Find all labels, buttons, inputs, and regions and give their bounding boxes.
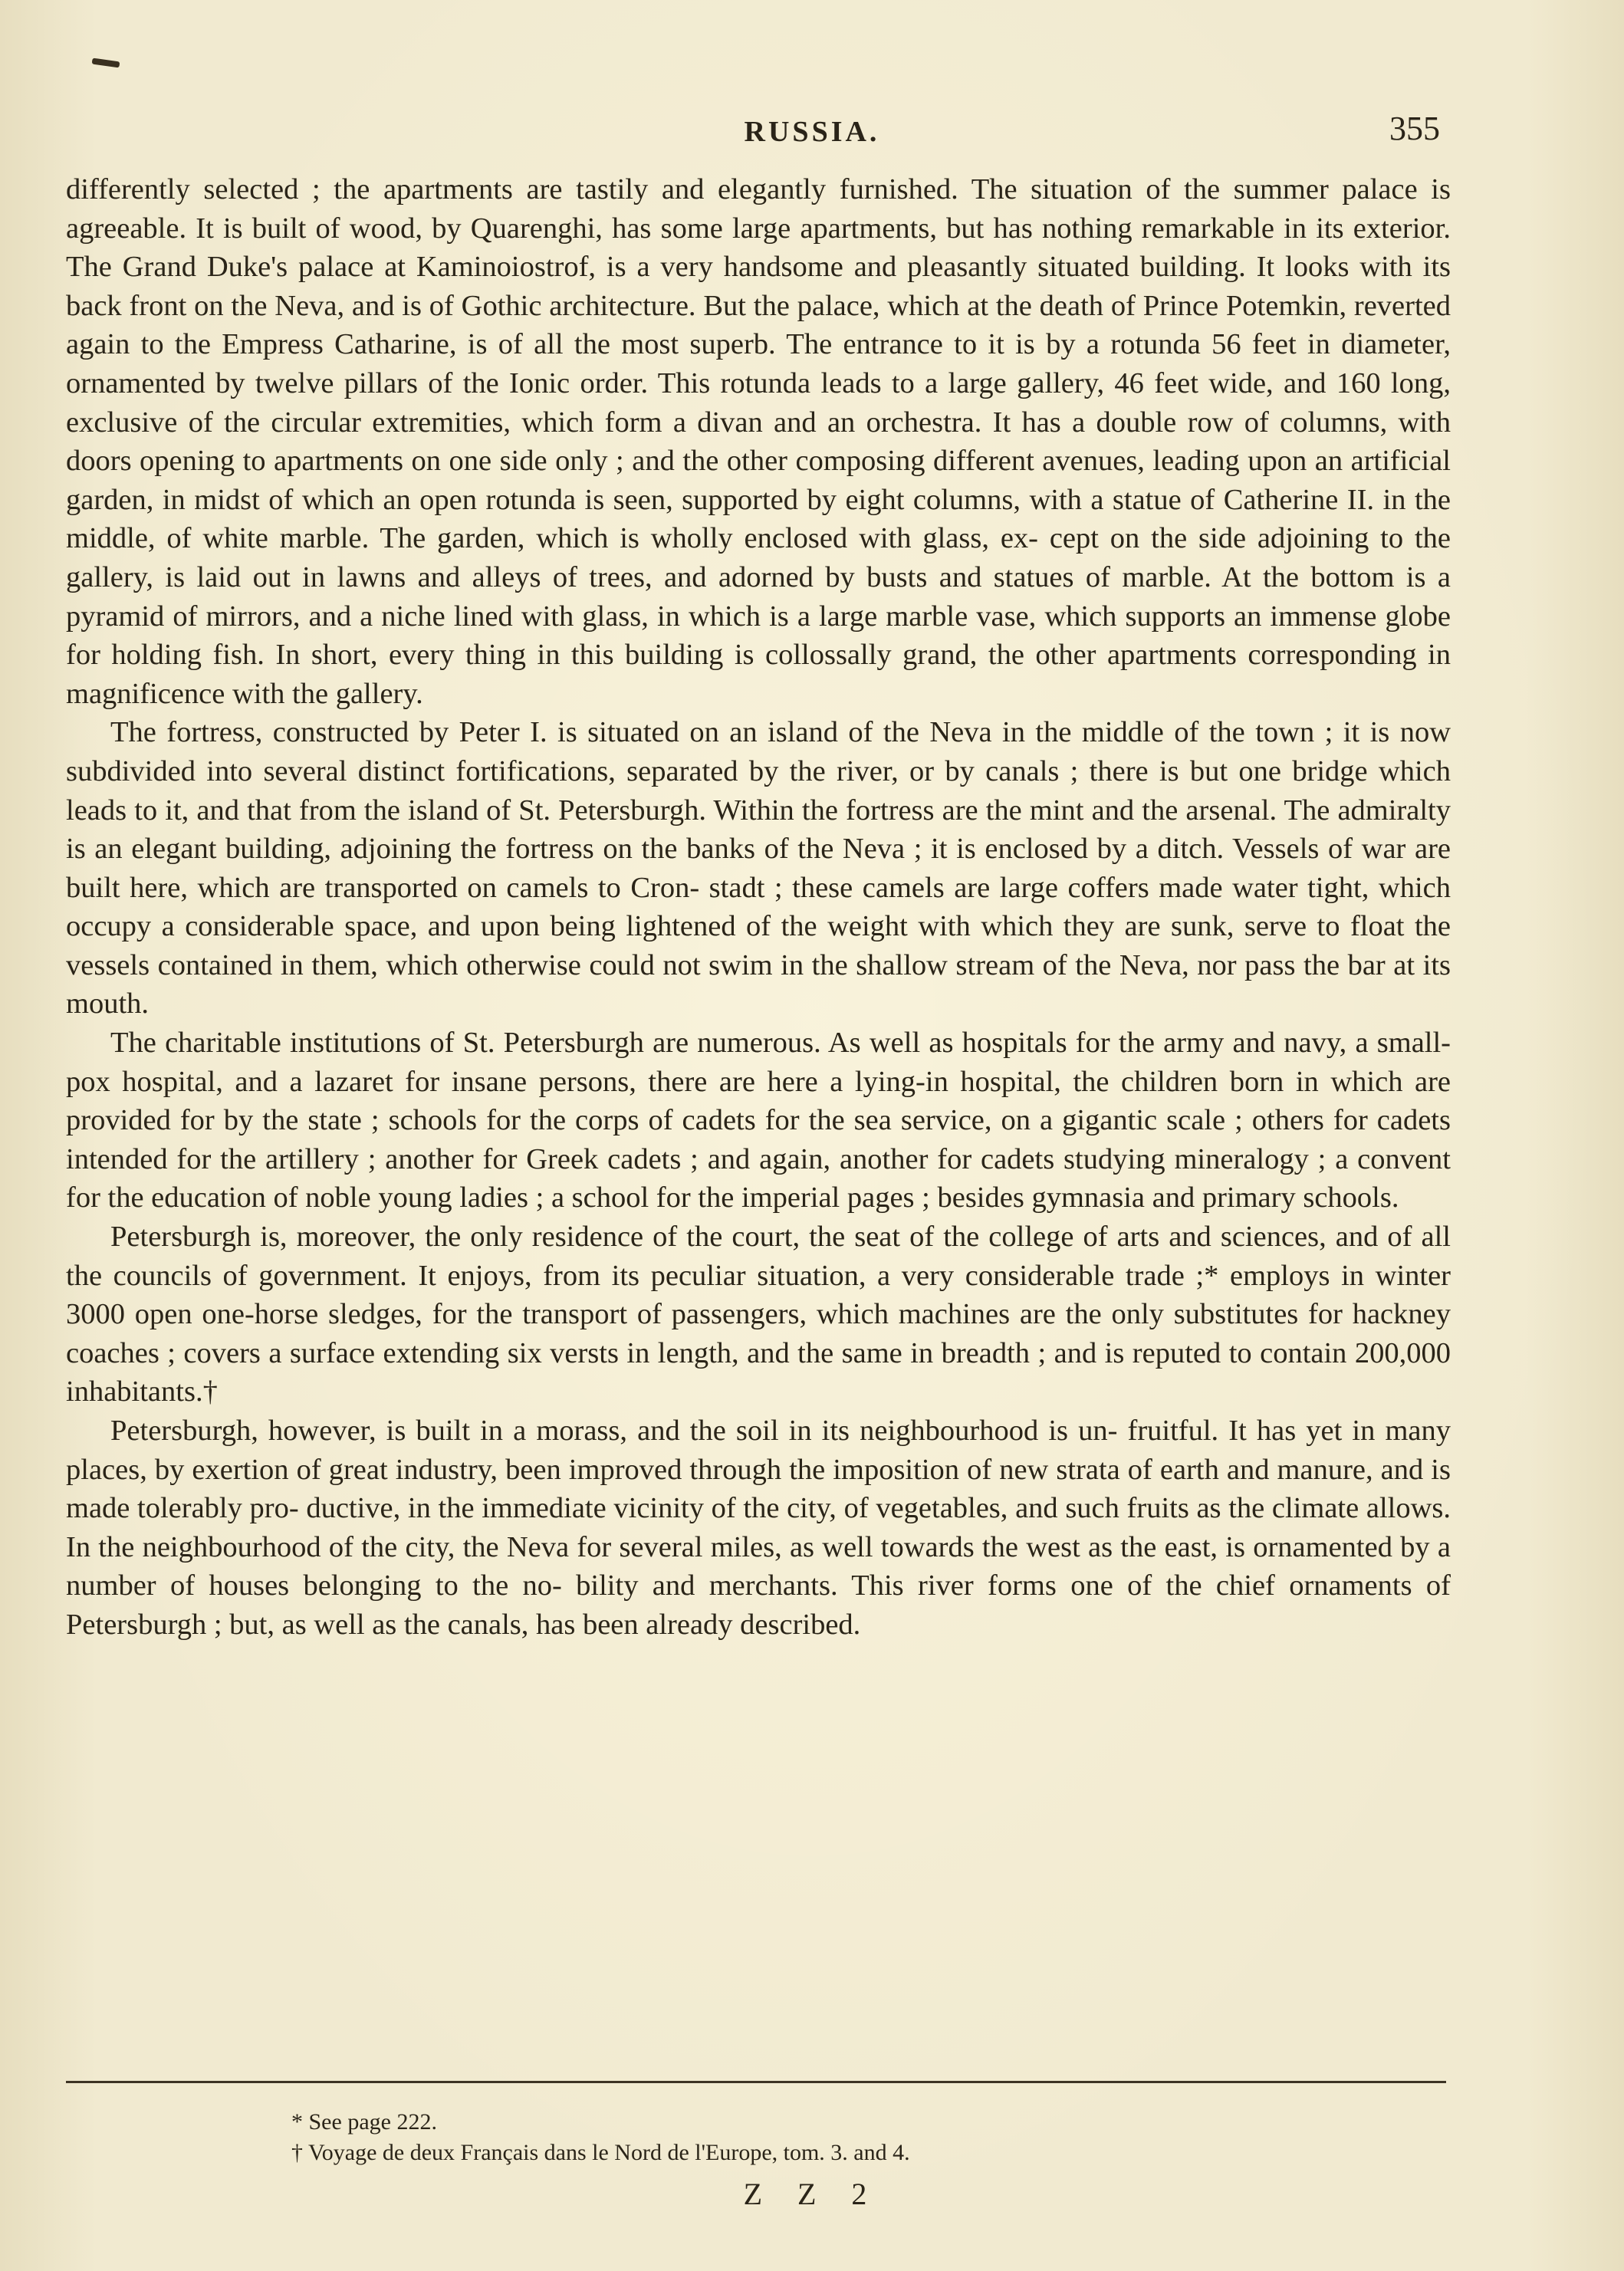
running-head <box>0 110 1624 161</box>
footnotes <box>291 2107 1288 2168</box>
paragraph-palaces: differently selected ; the apartments are tastily and elegantly furnished. The situation of the summer palace is agreeable. It is built of wood, by Quarenghi, has some large apartments, but has nothing remarkable in its exterior. The Grand Duke's palace at Kaminoiostrof, is a very handsome and pleasantly situated building. It looks with its back front on the Neva, and is of Gothic architecture. But the palace, which at the death of Prince Potemkin, reverted again to the Empress Catharine, is of all the most superb. The entrance to it is by a rotunda 56 feet in diameter, ornamented by twelve pillars of the Ionic order. This rotunda leads to a large gallery, 46 feet wide, and 160 long, exclusive of the circular extremities, which form a divan and an orchestra. It has a double row of columns, with doors opening to apartments on one side only ; and the other composing different avenues, leading upon an artificial garden, in midst of which an open rotunda is seen, supported by eight columns, with a statue of Catherine II. in the middle, of white marble. The garden, which is wholly enclosed with glass, ex- cept on the side adjoining to the gallery, is laid out in lawns and alleys of trees, and adorned by busts and statues of marble. At the bottom is a pyramid of mirrors, and a niche lined with glass, in which is a large marble vase, which supports an immense globe for holding fish. In short, every thing in this building is collossally grand, the other apartments corresponding in magnificence with the gallery. <box>66 173 1451 710</box>
ink-mark <box>92 58 120 68</box>
footnote-1: * See page 222. <box>291 2109 437 2135</box>
paragraph-charitable-institutions: The charitable institutions of St. Petersburgh are numerous. As well as hospitals for the army and navy, a small-pox hospital, and a lazaret for insane persons, there are here a lying-in hospital, the children born in which are provided for by the state ; schools for the corps of cadets for the sea service, on a gigantic scale ; others for cadets intended for the artillery ; another for Greek cadets ; and again, another for cadets studying mineralogy ; a convent for the education of noble young ladies ; a school for the imperial pages ; besides gymnasia and primary schools. <box>66 1027 1451 1214</box>
paragraph-residence-of-court: Petersburgh is, moreover, the only residence of the court, the seat of the college of arts and sciences, and of all the councils of government. It enjoys, from its peculiar situation, a very considerable trade ;* employs in winter 3000 open one-horse sledges, for the transport of passengers, which machines are the only substitutes for hackney coaches ; covers a surface extending six versts in length, and the same in breadth ; and is reputed to contain 200,000 inhabitants.† <box>66 1221 1451 1408</box>
body-text <box>66 170 1451 1645</box>
signature-mark: Z Z 2 <box>743 2177 881 2211</box>
paragraph-morass-soil: Petersburgh, however, is built in a morass, and the soil in its neighbourhood is un- fruitful. It has yet in many places, by exertion of great industry, been improved through the imposition of new strata of earth and manure, and is made tolerably pro- ductive, in the immediate vicinity of the city, of vegetables, and such fruits as the climate allows. In the neighbourhood of the city, the Neva for several miles, as well towards the west as the east, is ornamented by a number of houses belonging to the no- bility and merchants. This river forms one of the chief ornaments of Petersburgh ; but, as well as the canals, has been already described. <box>66 1415 1451 1641</box>
running-title: RUSSIA. <box>744 116 880 148</box>
footnote-divider <box>66 2081 1446 2083</box>
page-number: 355 <box>1389 110 1440 147</box>
paragraph-fortress: The fortress, constructed by Peter I. is situated on an island of the Neva in the middle of the town ; it is now subdivided into several distinct fortifications, separated by the river, or by canals ; there is but one bridge which leads to it, and that from the island of St. Petersburgh. Within the fortress are the mint and the arsenal. The admiralty is an elegant building, adjoining the fortress on the banks of the Neva ; it is enclosed by a ditch. Vessels of war are built here, which are transported on camels to Cron- stadt ; these camels are large coffers made water tight, which occupy a considerable space, and upon being lightened of the weight with which they are sunk, serve to float the vessels contained in them, which otherwise could not swim in the shallow stream of the Neva, nor pass the bar at its mouth. <box>66 716 1451 1020</box>
footnote-2: † Voyage de deux Français dans le Nord de l'Europe, tom. 3. and 4. <box>291 2140 910 2165</box>
